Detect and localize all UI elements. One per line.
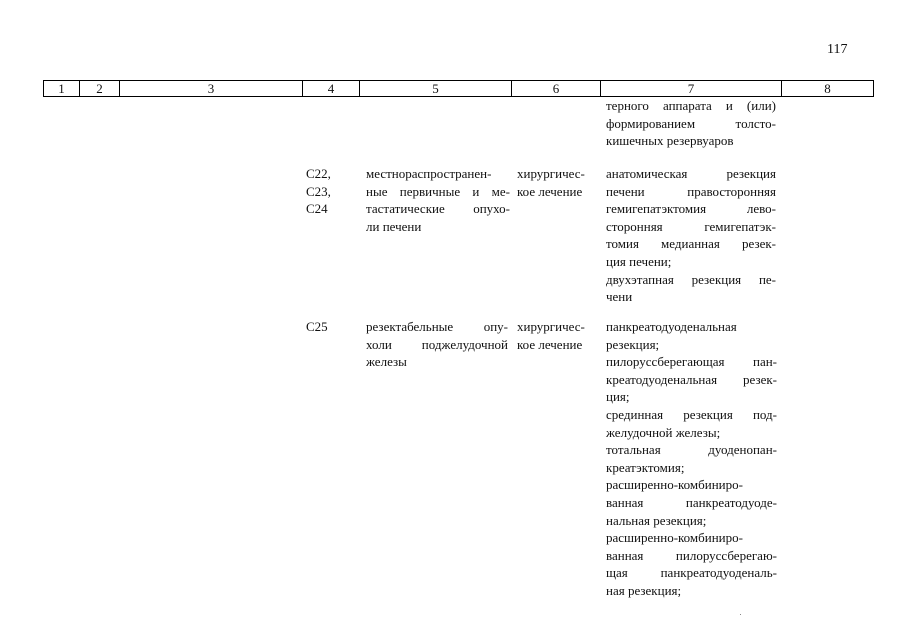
text-line: ция печени; <box>606 253 672 269</box>
text-line: резектабельные опу- <box>366 319 508 334</box>
text-line: хирургичес- <box>517 319 585 334</box>
row2-treatment-type <box>517 318 597 353</box>
text-line: анатомическая резекция <box>606 166 776 181</box>
text-line: желудочной железы; <box>606 424 721 440</box>
text-line: креатэктомия; <box>606 459 685 475</box>
text-line: кишечных резервуаров <box>606 133 734 149</box>
text-line: двухэтапная резекция пе- <box>606 271 776 287</box>
text-line: C23, <box>306 183 331 199</box>
text-line: холи поджелудочной <box>366 336 508 352</box>
header-col-5: 5 <box>360 81 512 97</box>
text-line: кое лечение <box>517 183 583 199</box>
header-col-8: 8 <box>782 81 874 97</box>
header-col-4: 4 <box>303 81 360 97</box>
text-line: формированием толсто- <box>606 115 776 131</box>
text-line: расширенно-комбиниро- <box>606 530 743 546</box>
text-line: щая панкреатодуоденаль- <box>606 565 777 581</box>
text-line: томия медианная резек- <box>606 236 776 252</box>
text-line: C25 <box>306 319 328 334</box>
text-line: хирургичес- <box>517 166 585 181</box>
text-line: расширенно-комбиниро- <box>606 477 743 493</box>
text-line: панкреатодуоденальная <box>606 319 737 334</box>
text-line: ли печени <box>366 218 422 234</box>
text-line: тастатические опухо- <box>366 201 510 217</box>
text-line: железы <box>366 354 407 370</box>
text-line: терного аппарата и (или) <box>606 98 776 113</box>
text-line: ванная панкреатодуоде- <box>606 494 777 510</box>
text-line: ная резекция; <box>606 582 682 598</box>
text-line: ванная пилоруссберегаю- <box>606 547 777 563</box>
row1-method <box>606 165 776 306</box>
text-line: кое лечение <box>517 336 583 352</box>
row1-icd-codes <box>306 165 346 218</box>
header-row <box>44 81 874 97</box>
row1-treatment-type <box>517 165 597 200</box>
text-line: C24 <box>306 201 328 217</box>
text-line: гемигепатэктомия лево- <box>606 201 776 217</box>
text-line: креатодуоденальная резек- <box>606 371 777 387</box>
row2-icd-codes <box>306 318 346 336</box>
text-line: пилоруссберегающая пан- <box>606 354 777 370</box>
row2-method <box>606 318 777 600</box>
text-line: печени правосторонняя <box>606 183 776 199</box>
header-col-1: 1 <box>44 81 80 97</box>
text-line: местнораспространен- <box>366 166 492 181</box>
text-line: ные первичные и ме- <box>366 183 510 199</box>
text-line: C22, <box>306 166 331 181</box>
page-number: 117 <box>827 42 848 57</box>
text-line: сторонняя гемигепатэк- <box>606 218 776 234</box>
text-line: резекция; <box>606 336 660 352</box>
text-line: срединная резекция под- <box>606 406 777 422</box>
header-col-2: 2 <box>80 81 120 97</box>
continuation-col7 <box>606 97 776 150</box>
text-line: чени <box>606 289 633 305</box>
header-col-3: 3 <box>120 81 303 97</box>
column-number-header <box>43 80 874 97</box>
header-col-6: 6 <box>512 81 601 97</box>
text-line: тотальная дуоденопан- <box>606 442 777 458</box>
row1-diagnosis <box>366 165 510 235</box>
text-line: нальная резекция; <box>606 512 707 528</box>
scan-speck <box>740 614 741 615</box>
header-col-7: 7 <box>601 81 782 97</box>
text-line: ция; <box>606 389 630 405</box>
row2-diagnosis <box>366 318 508 371</box>
